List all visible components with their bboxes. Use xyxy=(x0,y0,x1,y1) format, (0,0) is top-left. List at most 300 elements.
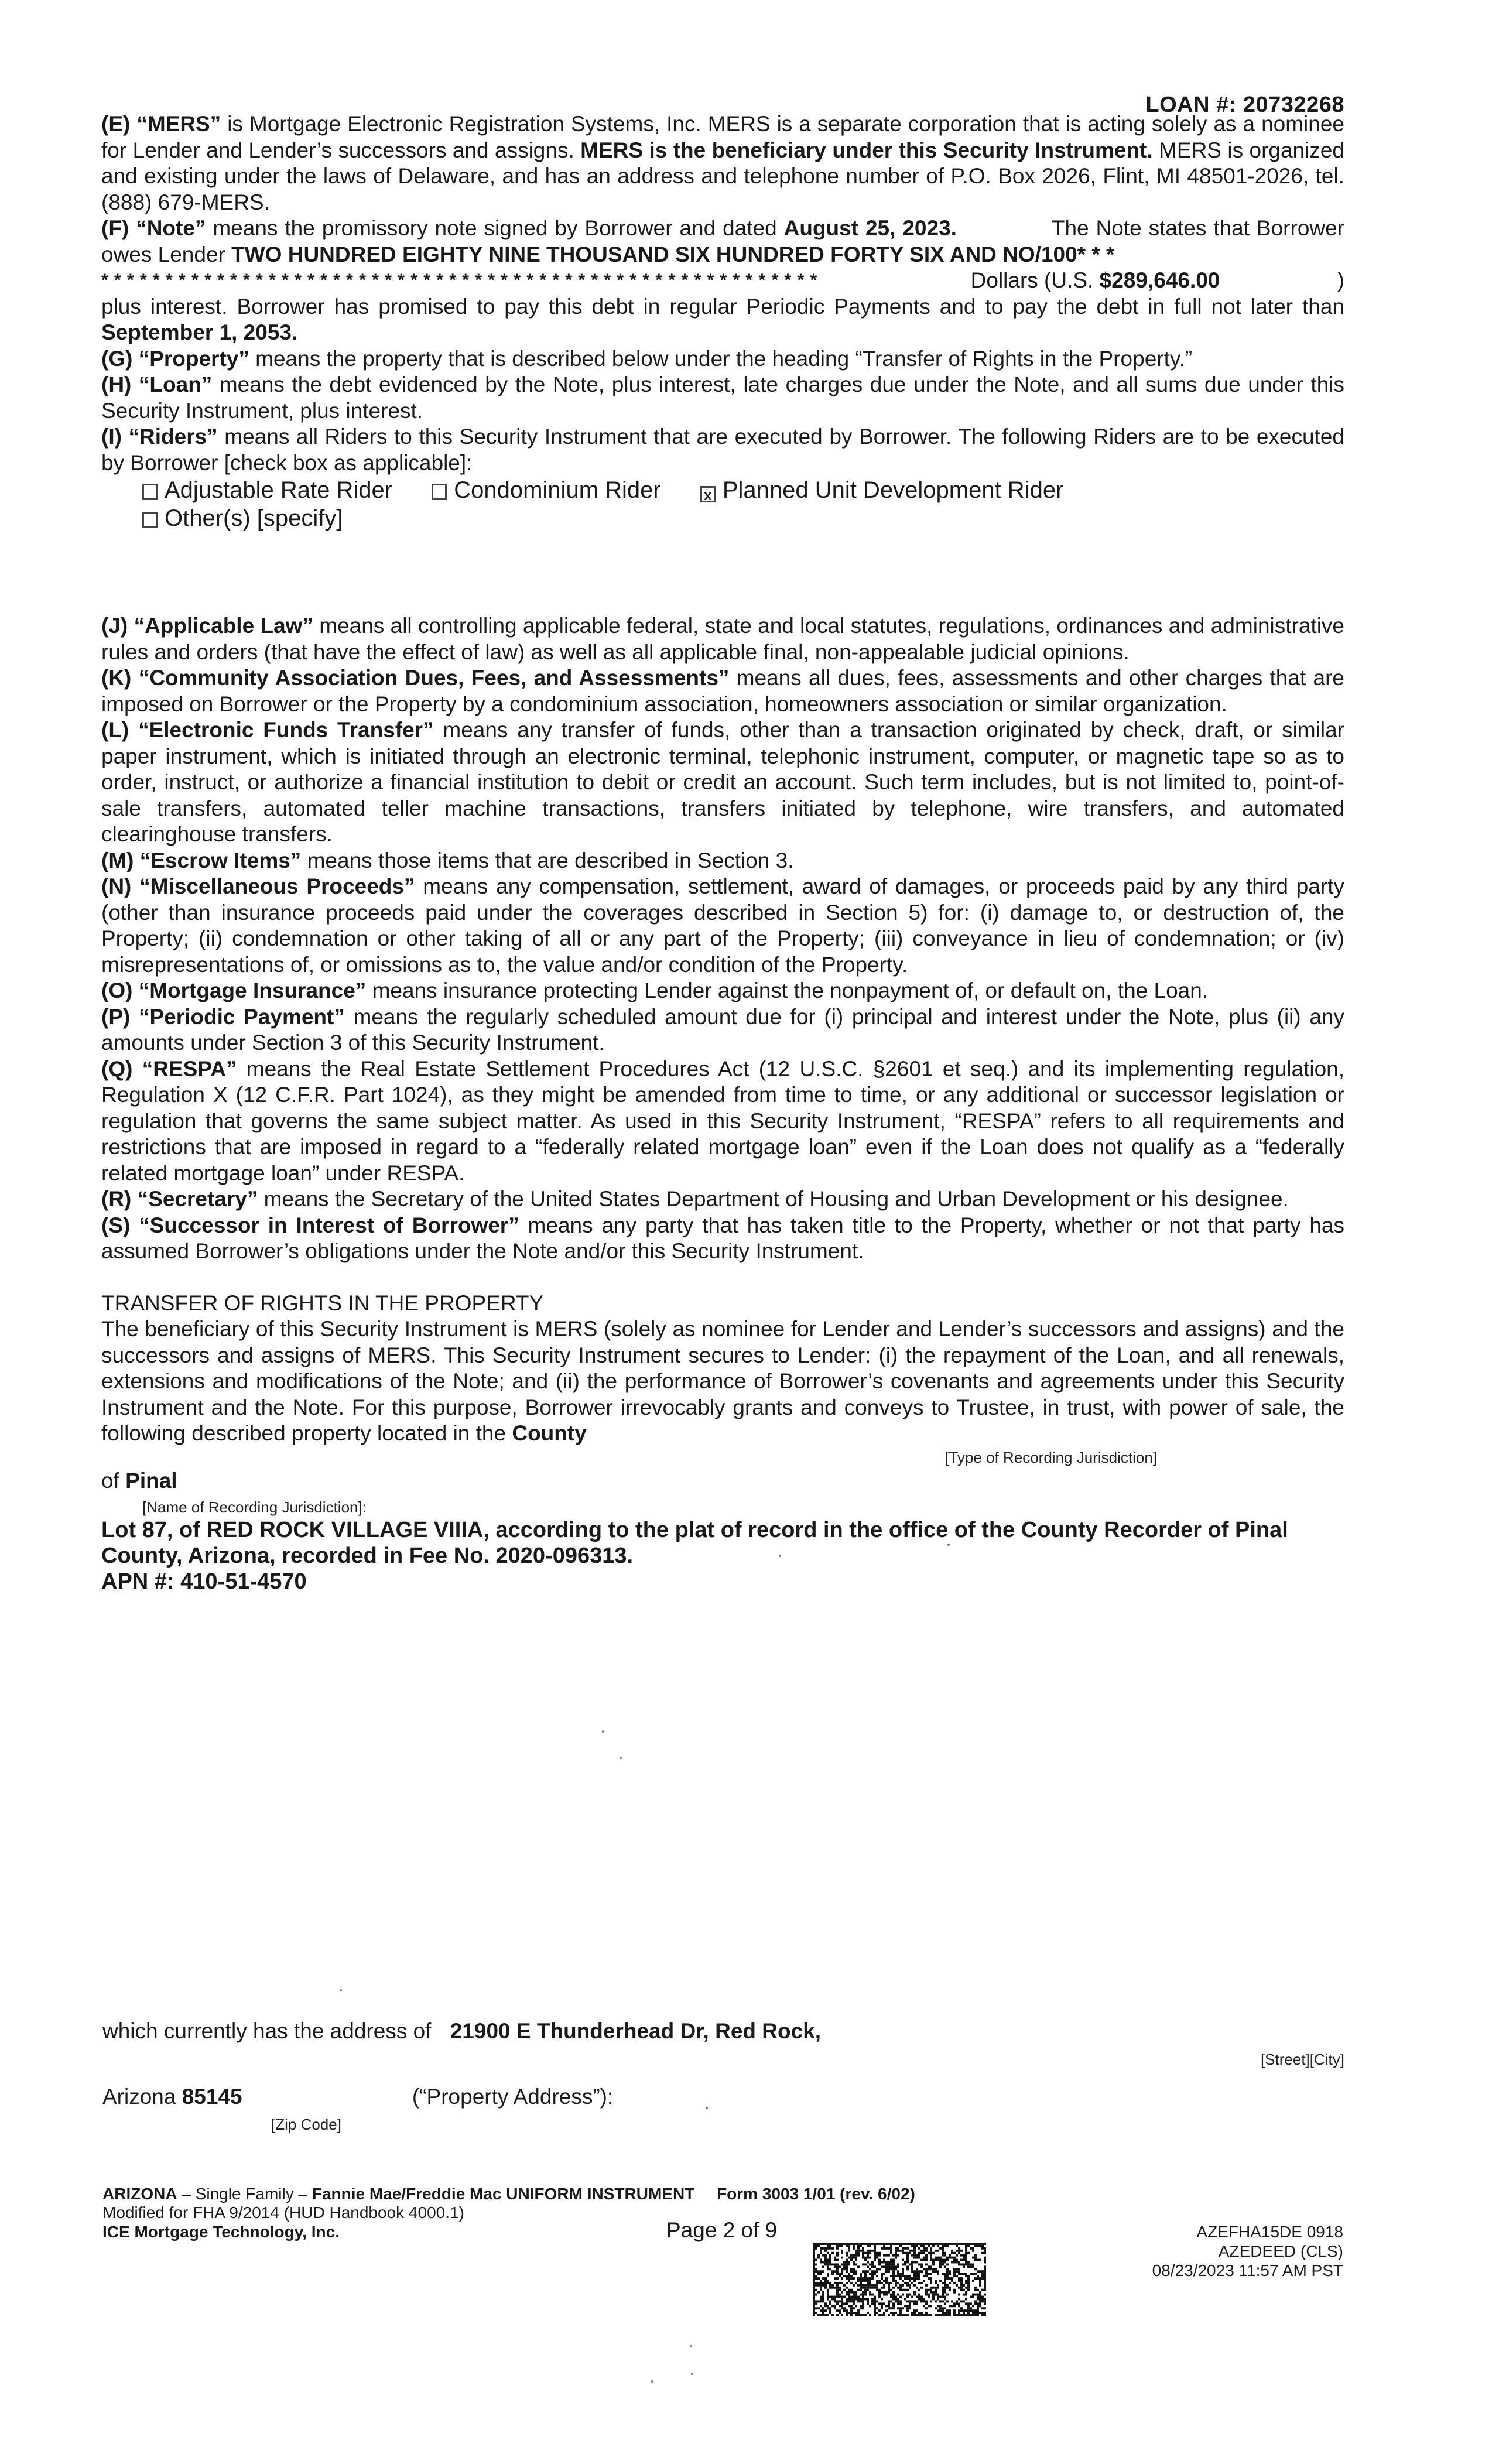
barcode-module xyxy=(815,2284,817,2287)
checkbox-adjustable-rate[interactable] xyxy=(142,484,158,500)
barcode-module xyxy=(977,2307,979,2309)
barcode-module xyxy=(862,2252,864,2254)
barcode-module xyxy=(904,2277,906,2280)
barcode-module xyxy=(923,2305,925,2307)
barcode-module xyxy=(932,2261,935,2264)
barcode-module xyxy=(864,2252,867,2254)
barcode-module xyxy=(974,2254,977,2257)
barcode-module xyxy=(848,2247,850,2250)
barcode-module xyxy=(829,2245,831,2247)
barcode-module xyxy=(928,2305,930,2307)
barcode-module xyxy=(916,2273,918,2275)
definition-o: (O) “Mortgage Insurance” means insurance protecting Lender against the nonpayment of, or default on, the Loan. xyxy=(101,978,1209,1002)
barcode-module xyxy=(918,2289,920,2291)
barcode-module xyxy=(836,2245,839,2247)
property-address-label: (“Property Address”): xyxy=(412,2085,614,2109)
barcode-module xyxy=(937,2309,939,2312)
barcode-module xyxy=(815,2263,817,2265)
barcode-module xyxy=(813,2291,815,2294)
barcode-module xyxy=(892,2291,895,2294)
barcode-module xyxy=(850,2312,853,2314)
barcode-module xyxy=(984,2289,986,2291)
barcode-module xyxy=(820,2309,822,2312)
barcode-module xyxy=(972,2314,974,2316)
barcode-module xyxy=(942,2309,944,2312)
barcode-module xyxy=(855,2282,857,2284)
barcode-module xyxy=(960,2273,963,2275)
barcode-module xyxy=(860,2273,862,2275)
barcode-module xyxy=(881,2287,883,2289)
barcode-module xyxy=(937,2273,939,2275)
barcode-module xyxy=(881,2265,883,2268)
barcode-module xyxy=(871,2300,874,2302)
barcode-module xyxy=(984,2282,986,2284)
barcode-module xyxy=(876,2289,878,2291)
barcode-module xyxy=(953,2270,956,2273)
definition-s: (S) “Successor in Interest of Borrower” means any party that has taken title to the Property, whether or not that party has assumed Borrower’s obligations under the Note and/or this Security Instrument. xyxy=(101,1213,1345,1263)
barcode-module xyxy=(855,2273,857,2275)
barcode-module xyxy=(942,2273,944,2275)
barcode-module xyxy=(862,2300,864,2302)
barcode-module xyxy=(857,2298,860,2301)
barcode-module xyxy=(860,2282,862,2284)
barcode-module xyxy=(960,2250,963,2252)
barcode-module xyxy=(923,2259,925,2261)
barcode-module xyxy=(963,2254,965,2257)
barcode-module xyxy=(850,2254,853,2257)
barcode-module xyxy=(897,2307,899,2309)
barcode-module xyxy=(867,2280,869,2282)
barcode-module xyxy=(888,2254,890,2257)
barcode-module xyxy=(815,2243,817,2245)
barcode-module xyxy=(942,2289,944,2291)
barcode-module xyxy=(981,2277,984,2280)
barcode-module xyxy=(864,2280,867,2282)
barcode-module xyxy=(913,2291,916,2294)
barcode-module xyxy=(836,2270,839,2273)
barcode-module xyxy=(953,2252,956,2254)
barcode-module xyxy=(909,2284,911,2287)
barcode-module xyxy=(913,2270,916,2273)
barcode-module xyxy=(911,2261,913,2264)
barcode-module xyxy=(885,2280,888,2282)
barcode-module xyxy=(965,2314,967,2316)
barcode-module xyxy=(984,2298,986,2301)
barcode-module xyxy=(822,2261,824,2264)
barcode-module xyxy=(888,2243,890,2245)
barcode-module xyxy=(899,2273,902,2275)
barcode-module xyxy=(824,2277,827,2280)
doc-codes xyxy=(1152,2222,1343,2280)
barcode-module xyxy=(909,2252,911,2254)
barcode-module xyxy=(953,2273,956,2275)
barcode-module xyxy=(963,2309,965,2312)
barcode-module xyxy=(885,2282,888,2284)
barcode-module xyxy=(885,2263,888,2265)
barcode-module xyxy=(876,2300,878,2302)
barcode-module xyxy=(853,2263,855,2265)
rider-other[interactable]: Other(s) [specify] xyxy=(142,505,343,531)
barcode-module xyxy=(951,2252,953,2254)
barcode-module xyxy=(827,2273,829,2275)
barcode-module xyxy=(920,2243,923,2245)
barcode-module xyxy=(869,2280,871,2282)
barcode-module xyxy=(956,2270,958,2273)
barcode-module xyxy=(831,2243,834,2245)
barcode-module xyxy=(813,2298,815,2301)
barcode-module xyxy=(874,2305,876,2307)
barcode-module xyxy=(892,2268,895,2270)
barcode-module xyxy=(906,2257,909,2259)
barcode-module xyxy=(822,2254,824,2257)
barcode-module xyxy=(890,2312,892,2314)
barcode-module xyxy=(883,2291,885,2294)
form-title: ARIZONA – Single Family – Fannie Mae/Freddie Mac UNIFORM INSTRUMENT Form 3003 1/01 (rev. 6/02) xyxy=(102,2185,915,2203)
checkbox-condominium[interactable] xyxy=(432,484,447,500)
barcode-module xyxy=(939,2259,942,2261)
barcode-module xyxy=(874,2247,876,2250)
barcode-module xyxy=(829,2259,831,2261)
barcode-module xyxy=(928,2252,930,2254)
barcode-module xyxy=(841,2268,843,2270)
barcode-module xyxy=(813,2257,815,2259)
barcode-module xyxy=(881,2305,883,2307)
barcode-module xyxy=(862,2291,864,2294)
barcode-module xyxy=(923,2252,925,2254)
barcode-module xyxy=(963,2243,965,2245)
barcode-module xyxy=(972,2263,974,2265)
barcode-module xyxy=(881,2261,883,2264)
barcode-module xyxy=(958,2302,960,2305)
barcode-module xyxy=(850,2298,853,2301)
barcode-module xyxy=(965,2282,967,2284)
barcode-module xyxy=(827,2261,829,2264)
barcode-module xyxy=(925,2254,928,2257)
barcode-module xyxy=(930,2259,932,2261)
barcode-module xyxy=(972,2273,974,2275)
zip-code: 85145 xyxy=(182,2085,242,2109)
barcode-module xyxy=(949,2314,951,2316)
barcode-module xyxy=(820,2287,822,2289)
barcode-module xyxy=(906,2309,909,2312)
barcode-module xyxy=(874,2296,876,2298)
barcode-module xyxy=(878,2268,881,2270)
barcode-module xyxy=(853,2254,855,2257)
barcode-module xyxy=(831,2252,834,2254)
barcode-module xyxy=(860,2314,862,2316)
barcode-module xyxy=(860,2307,862,2309)
barcode-module xyxy=(916,2287,918,2289)
barcode-module xyxy=(839,2245,841,2247)
barcode-module xyxy=(815,2307,817,2309)
barcode-module xyxy=(949,2305,951,2307)
barcode-module xyxy=(846,2263,848,2265)
barcode-module xyxy=(970,2296,972,2298)
barcode-module xyxy=(902,2307,904,2309)
barcode-module xyxy=(970,2302,972,2305)
barcode-module xyxy=(965,2259,967,2261)
barcode-module xyxy=(977,2270,979,2273)
barcode-module xyxy=(853,2307,855,2309)
barcode-module xyxy=(836,2300,839,2302)
barcode-module xyxy=(846,2252,848,2254)
barcode-module xyxy=(841,2307,843,2309)
barcode-module xyxy=(984,2273,986,2275)
barcode-module xyxy=(932,2263,935,2265)
barcode-module xyxy=(977,2277,979,2280)
barcode-module xyxy=(979,2270,981,2273)
barcode-module xyxy=(913,2245,916,2247)
barcode-module xyxy=(935,2257,937,2259)
scan-speck xyxy=(690,2345,692,2347)
barcode-module xyxy=(834,2300,836,2302)
barcode-module xyxy=(925,2273,928,2275)
barcode-module xyxy=(827,2307,829,2309)
barcode-module xyxy=(904,2305,906,2307)
checkbox-other[interactable] xyxy=(142,512,158,528)
barcode-module xyxy=(916,2309,918,2312)
barcode-module xyxy=(974,2314,977,2316)
barcode-module xyxy=(869,2305,871,2307)
barcode-module xyxy=(918,2257,920,2259)
barcode-module xyxy=(913,2300,916,2302)
barcode-module xyxy=(946,2275,949,2277)
barcode-module xyxy=(843,2284,846,2287)
barcode-module xyxy=(867,2245,869,2247)
barcode-module xyxy=(813,2270,815,2273)
barcode-module xyxy=(902,2268,904,2270)
barcode-module xyxy=(824,2247,827,2250)
barcode-module xyxy=(878,2252,881,2254)
barcode-module xyxy=(829,2296,831,2298)
barcode-module xyxy=(850,2268,853,2270)
barcode-module xyxy=(958,2314,960,2316)
barcode-module xyxy=(920,2296,923,2298)
barcode-module xyxy=(827,2275,829,2277)
barcode-module xyxy=(813,2273,815,2275)
barcode-module xyxy=(951,2243,953,2245)
barcode-module xyxy=(834,2257,836,2259)
barcode-module xyxy=(937,2270,939,2273)
barcode-module xyxy=(855,2250,857,2252)
barcode-module xyxy=(930,2287,932,2289)
barcode-module xyxy=(963,2289,965,2291)
barcode-module xyxy=(939,2257,942,2259)
barcode-module xyxy=(815,2247,817,2250)
barcode-module xyxy=(876,2252,878,2254)
barcode-module xyxy=(953,2302,956,2305)
barcode-module xyxy=(888,2247,890,2250)
barcode-module xyxy=(881,2282,883,2284)
barcode-module xyxy=(846,2275,848,2277)
barcode-module xyxy=(890,2307,892,2309)
barcode-module xyxy=(925,2270,928,2273)
barcode-module xyxy=(960,2243,963,2245)
barcode-module xyxy=(949,2270,951,2273)
barcode-module xyxy=(843,2268,846,2270)
barcode-module xyxy=(963,2314,965,2316)
definition-l: (L) “Electronic Funds Transfer” means any transfer of funds, other than a transaction originated by check, draft, or similar paper instrument, which is initiated through an electronic terminal, telephonic instrument, computer, or magnetic tape so as to order, instruct, or authorize a financial institution to debit or credit an account. Such term includes, but is not limited to, point-of-sale transfers, automated teller machine transactions, transfers initiated by telephone, wire transfers, and automated clearinghouse transfers. xyxy=(101,718,1345,846)
barcode-module xyxy=(864,2314,867,2316)
barcode-module xyxy=(813,2261,815,2264)
barcode-module xyxy=(967,2263,970,2265)
barcode-module xyxy=(967,2309,970,2312)
barcode-module xyxy=(965,2252,967,2254)
barcode-module xyxy=(956,2284,958,2287)
barcode-module xyxy=(839,2287,841,2289)
barcode-module xyxy=(904,2247,906,2250)
barcode-module xyxy=(857,2296,860,2298)
barcode-module xyxy=(956,2302,958,2305)
barcode-module xyxy=(883,2247,885,2250)
barcode-module xyxy=(913,2254,916,2257)
barcode-module xyxy=(836,2291,839,2294)
barcode-module xyxy=(916,2245,918,2247)
barcode-module xyxy=(890,2300,892,2302)
barcode-module xyxy=(867,2277,869,2280)
barcode-module xyxy=(913,2257,916,2259)
barcode-module xyxy=(824,2287,827,2289)
barcode-module xyxy=(970,2265,972,2268)
barcode-module xyxy=(862,2257,864,2259)
barcode-module xyxy=(855,2294,857,2296)
barcode-module xyxy=(892,2243,895,2245)
barcode-module xyxy=(850,2296,853,2298)
barcode-module xyxy=(923,2247,925,2250)
barcode-module xyxy=(942,2291,944,2294)
barcode-module xyxy=(902,2275,904,2277)
barcode-module xyxy=(867,2261,869,2264)
barcode-module xyxy=(913,2302,916,2305)
barcode-module xyxy=(977,2314,979,2316)
barcode-module xyxy=(960,2307,963,2309)
barcode-module xyxy=(874,2254,876,2257)
barcode-module xyxy=(928,2273,930,2275)
barcode-module xyxy=(867,2270,869,2273)
barcode-module xyxy=(813,2282,815,2284)
barcode-module xyxy=(916,2257,918,2259)
barcode-module xyxy=(841,2263,843,2265)
barcode-module xyxy=(890,2261,892,2264)
barcode-module xyxy=(820,2243,822,2245)
barcode-module xyxy=(958,2312,960,2314)
barcode-module xyxy=(909,2263,911,2265)
barcode-module xyxy=(864,2277,867,2280)
barcode-module xyxy=(864,2275,867,2277)
barcode-module xyxy=(817,2284,820,2287)
barcode-module xyxy=(841,2270,843,2273)
barcode-module xyxy=(846,2265,848,2268)
barcode-module xyxy=(963,2259,965,2261)
barcode-module xyxy=(918,2312,920,2314)
barcode-module xyxy=(981,2275,984,2277)
barcode-module xyxy=(869,2291,871,2294)
barcode-module xyxy=(920,2259,923,2261)
barcode-module xyxy=(965,2261,967,2264)
definition-f: (F) “Note” means the promissory note signed by Borrower and dated August 25, 2023. The Note states that Borrower owes Lender TWO HUNDRED EIGHTY NINE THOUSAND SIX HUNDRED FORTY SIX AND NO/100* * * xyxy=(101,216,1345,266)
barcode-module xyxy=(930,2273,932,2275)
barcode-module xyxy=(930,2252,932,2254)
barcode-module xyxy=(953,2259,956,2261)
barcode-module xyxy=(827,2265,829,2268)
barcode-module xyxy=(928,2243,930,2245)
barcode-module xyxy=(977,2245,979,2247)
barcode-module xyxy=(949,2312,951,2314)
barcode-module xyxy=(827,2289,829,2291)
barcode-module xyxy=(834,2265,836,2268)
barcode-module xyxy=(878,2294,881,2296)
barcode-module xyxy=(853,2298,855,2301)
checkbox-pud[interactable]: x xyxy=(700,486,716,502)
barcode-module xyxy=(836,2252,839,2254)
barcode-module xyxy=(932,2296,935,2298)
barcode-module xyxy=(871,2273,874,2275)
barcode-module xyxy=(930,2247,932,2250)
barcode-module xyxy=(906,2305,909,2307)
barcode-module xyxy=(911,2296,913,2298)
barcode-module xyxy=(850,2289,853,2291)
barcode-module xyxy=(942,2254,944,2257)
barcode-module xyxy=(949,2257,951,2259)
barcode-module xyxy=(916,2302,918,2305)
barcode-module xyxy=(822,2247,824,2250)
barcode-module xyxy=(853,2245,855,2247)
rider-condominium[interactable]: Condominium Rider xyxy=(432,477,660,503)
barcode-module xyxy=(911,2270,913,2273)
barcode-module xyxy=(911,2245,913,2247)
rider-pud[interactable]: x Planned Unit Development Rider xyxy=(700,477,1064,503)
doc-timestamp: 08/23/2023 11:57 AM PST xyxy=(1152,2261,1343,2280)
barcode-module xyxy=(923,2314,925,2316)
barcode-module xyxy=(895,2275,897,2277)
barcode-module xyxy=(981,2245,984,2247)
barcode-module xyxy=(888,2261,890,2264)
barcode-module xyxy=(888,2307,890,2309)
barcode-module xyxy=(815,2268,817,2270)
barcode-module xyxy=(946,2277,949,2280)
barcode-module xyxy=(853,2294,855,2296)
barcode-module xyxy=(909,2305,911,2307)
barcode-module xyxy=(942,2252,944,2254)
barcode-module xyxy=(953,2312,956,2314)
barcode-module xyxy=(974,2287,977,2289)
barcode-module xyxy=(965,2257,967,2259)
barcode-module xyxy=(944,2254,946,2257)
barcode-module xyxy=(944,2312,946,2314)
barcode-module xyxy=(918,2254,920,2257)
barcode-module xyxy=(942,2294,944,2296)
rider-adjustable-rate[interactable]: Adjustable Rate Rider xyxy=(142,477,392,503)
barcode-module xyxy=(897,2243,899,2245)
barcode-module xyxy=(913,2273,916,2275)
barcode-module xyxy=(862,2270,864,2273)
barcode-module xyxy=(895,2250,897,2252)
definition-p: (P) “Periodic Payment” means the regularly scheduled amount due for (i) principal and interest under the Note, plus (ii) any amounts under Section 3 of this Security Instrument. xyxy=(101,1004,1344,1055)
barcode-module xyxy=(911,2254,913,2257)
barcode-module xyxy=(897,2273,899,2275)
barcode-module xyxy=(824,2280,827,2282)
barcode-module xyxy=(869,2284,871,2287)
barcode-module xyxy=(892,2307,895,2309)
barcode-module xyxy=(885,2254,888,2257)
barcode-module xyxy=(970,2263,972,2265)
barcode-module xyxy=(815,2312,817,2314)
barcode-module xyxy=(979,2305,981,2307)
barcode-module xyxy=(918,2275,920,2277)
barcode-module xyxy=(857,2265,860,2268)
barcode-module xyxy=(913,2275,916,2277)
barcode-module xyxy=(815,2289,817,2291)
